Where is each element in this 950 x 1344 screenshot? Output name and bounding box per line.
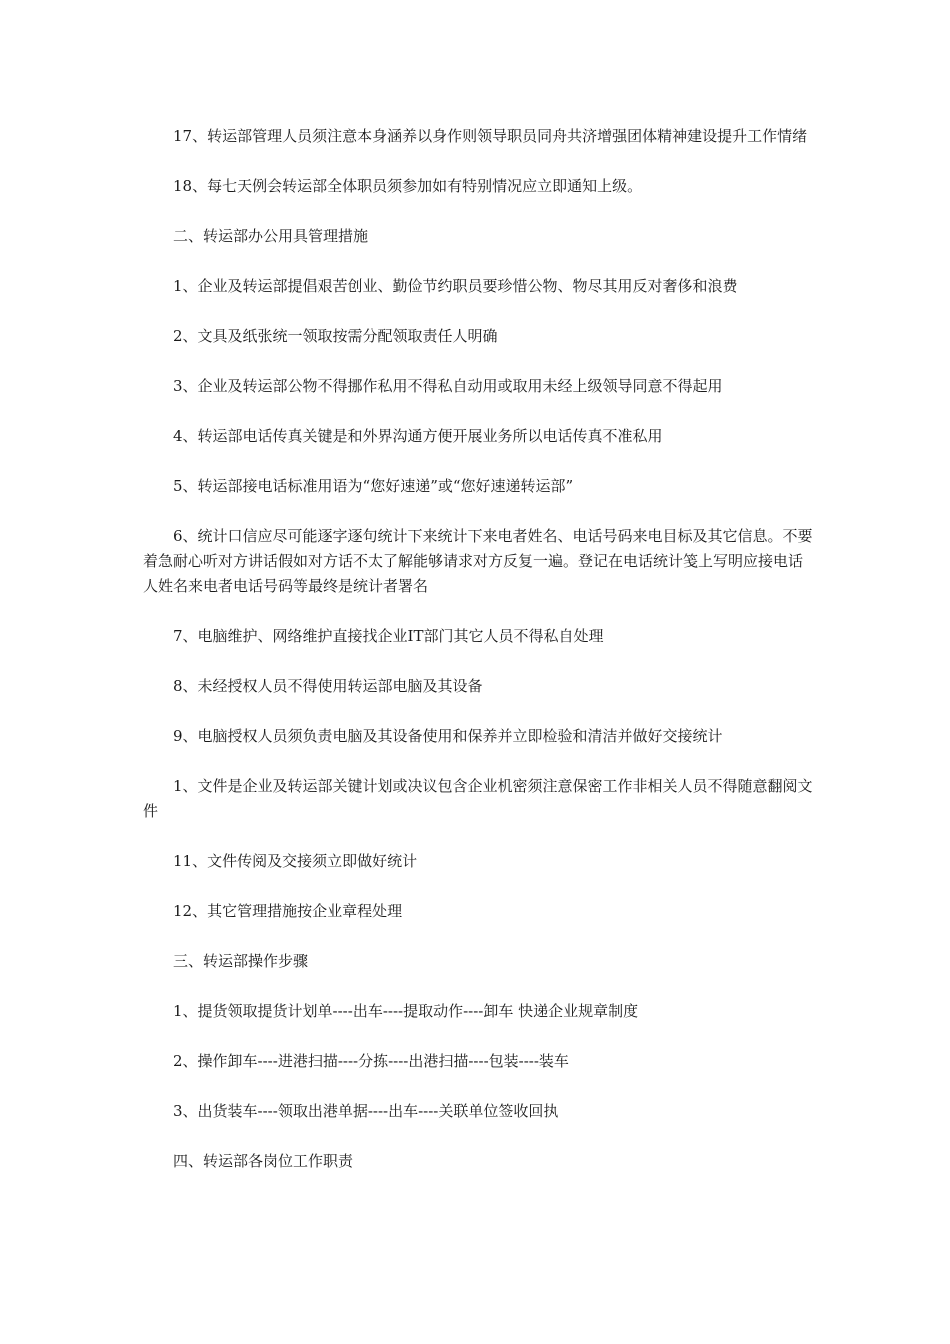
document-body bbox=[143, 124, 813, 1199]
paragraph-office-10: 1、文件是企业及转运部关键计划或决议包含企业机密须注意保密工作非相关人员不得随意翻阅文件 bbox=[143, 777, 813, 820]
paragraph-step-1: 1、提货领取提货计划单----出车----提取动作----卸车 快递企业规章制度 bbox=[173, 1002, 639, 1020]
paragraph-office-9: 9、电脑授权人员须负责电脑及其设备使用和保养并立即检验和清洁并做好交接统计 bbox=[173, 727, 723, 745]
paragraph-office-2: 2、文具及纸张统一领取按需分配领取责任人明确 bbox=[173, 327, 498, 345]
paragraph-office-1: 1、企业及转运部提倡艰苦创业、勤俭节约职员要珍惜公物、物尽其用反对奢侈和浪费 bbox=[173, 277, 738, 295]
paragraph-office-4: 4、转运部电话传真关键是和外界沟通方便开展业务所以电话传真不准私用 bbox=[173, 427, 663, 445]
paragraph-step-2: 2、操作卸车----进港扫描----分拣----出港扫描----包装----装车 bbox=[173, 1052, 569, 1070]
paragraph-office-6: 6、统计口信应尽可能逐字逐句统计下来统计下来电者姓名、电话号码来电目标及其它信息。不要着急耐心听对方讲话假如对方话不太了解能够请求对方反复一遍。登记在电话统计笺上写明应接电话人姓名来电者电话号码等最终是统计者署名 bbox=[143, 527, 813, 595]
paragraph-office-11: 11、文件传阅及交接须立即做好统计 bbox=[173, 852, 418, 870]
paragraph-office-5: 5、转运部接电话标准用语为“您好速递”或“您好速递转运部” bbox=[173, 477, 574, 495]
paragraph-office-7: 7、电脑维护、网络维护直接找企业IT部门其它人员不得私自处理 bbox=[173, 627, 604, 645]
section-heading-2: 二、转运部办公用具管理措施 bbox=[173, 227, 369, 245]
section-heading-3: 三、转运部操作步骤 bbox=[173, 952, 309, 970]
paragraph-office-12: 12、其它管理措施按企业章程处理 bbox=[173, 902, 403, 920]
paragraph-17: 17、转运部管理人员须注意本身涵养以身作则领导职员同舟共济增强团体精神建设提升工作情绪 bbox=[173, 127, 808, 145]
paragraph-step-3: 3、出货装车----领取出港单据----出车----关联单位签收回执 bbox=[173, 1102, 559, 1120]
paragraph-office-8: 8、未经授权人员不得使用转运部电脑及其设备 bbox=[173, 677, 483, 695]
paragraph-18: 18、每七天例会转运部全体职员须参加如有特别情况应立即通知上级。 bbox=[173, 177, 643, 195]
paragraph-office-3: 3、企业及转运部公物不得挪作私用不得私自动用或取用未经上级领导同意不得起用 bbox=[173, 377, 723, 395]
section-heading-4: 四、转运部各岗位工作职责 bbox=[173, 1152, 354, 1170]
